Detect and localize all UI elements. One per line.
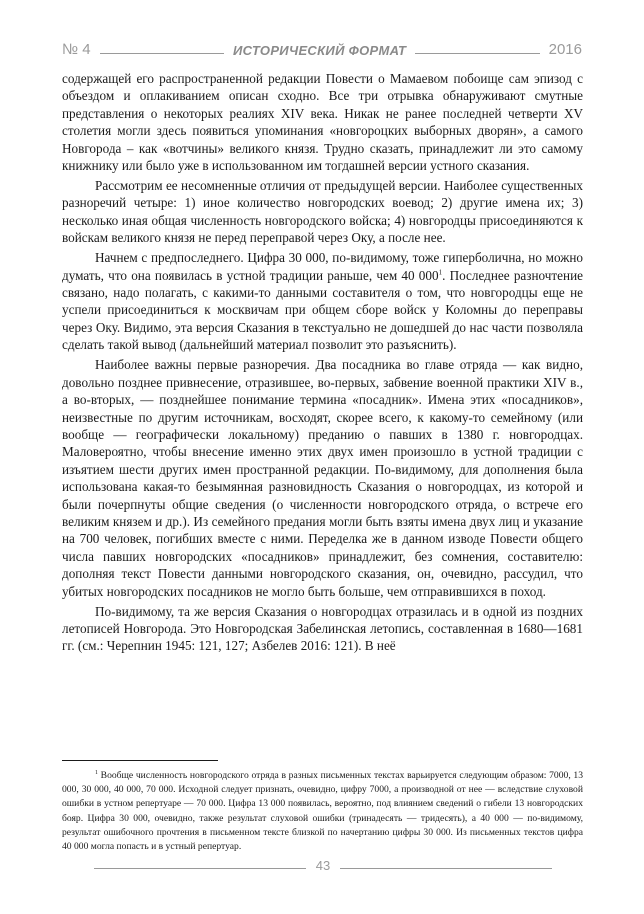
article-body (62, 70, 583, 657)
paragraph-text: Начнем с предпоследнего. Цифра 30 000, по-видимому, тоже гиперболична, но можно думать, что она появилась в устной традиции раньше, чем 40 000 (62, 250, 583, 283)
journal-title: ИСТОРИЧЕСКИЙ ФОРМАТ (233, 43, 407, 58)
header-rule-left (100, 53, 224, 54)
paragraph: Наиболее важны первые разноречия. Два посадника во главе отряда — как видно, довольно позднее привнесение, отразившее, во-первых, забвение военной практики XIV в., а во-вторых, — позднейшее понимание термина «посадник». Имена этих «посадников», неизвестные по другим источникам, восходят, скорее всего, к какому-то семейному (или вообще — географически локальному) преданию о павших в 1380 г. новгородцах. Маловероятно, чтобы внесение именно этих двух имен произошло в устной традиции с изъятием шести других имен пространной редакции. По-видимому, для дополнения была использована какая-то безымянная разновидность Сказания о новгородцах, из которой и были почерпнуты общие сведения (о численности новгородского отряда, о встрече его великим князем и др.). Из семейного предания могли быть взяты имена двух лиц и указание на 700 человек, погибших вместе с ними. Переделка же в данном изводе Повести общего числа павших новгородских «посадников» принадлежит, без сомнения, составителю: дополняя текст Повести данными новгородского сказания, он, очевидно, рассудил, что убитых новгородских посадников не могло быть больше, чем отправившихся в поход. (62, 357, 583, 599)
footnote-reference[interactable]: 1 (438, 268, 443, 277)
paragraph: По-видимому, та же версия Сказания о новгородцах отразилась и в одной из поздних летописей Новгорода. Это Новгородская Забелинская летопись, составленная в 1680—1681 гг. (см.: Черепнин 1945: 121, 127; Азбелев 2016: 121). В неё (62, 603, 583, 654)
paragraph-text: . Последнее разночтение связано, надо полагать, с какими-то данными составителя о том, что новгородцы еще не успели присоединиться к москвичам при общем сборе войск у Коломны до переправы через Оку. Видимо, эта версия Сказания в текстуально не дошедшей до нас части позволяла сделать такой вывод (дальнейший материал позволит это разъяснить). (62, 267, 584, 353)
paragraph: Рассмотрим ее несомненные отличия от предыдущей версии. Наиболее существенных разноречий четыре: 1) иное количество новгородских воевод; 2) другие имена их; 3) несколько иная общая численность новгородского войска; 4) новгородцы присоединяются к войскам великого князя не перед переправой через Оку, а после нее. (62, 178, 583, 246)
footnote-divider (62, 760, 218, 761)
footer-rule-left (94, 868, 306, 869)
footer-rule-right (340, 868, 552, 869)
page-number: 43 (315, 857, 331, 873)
footnote-marker: 1 (95, 769, 98, 776)
paragraph: содержащей его распространенной редакции Повести о Мамаевом побоище сам эпизод с объездом и оплакиванием описан сходно. Все три отрывка обнаруживают смутные представления о некоторых реалиях XIV века. Никак не ранее последней четверти XV столетия могли здесь появиться упоминания «новгороцких выборных дворян», а самого Новгорода – как «вотчины» великого князя. Трудно сказать, принадлежит ли это самому книжнику или было уже в использованном им тогдашней версии устного сказания. (62, 71, 583, 174)
footnote (62, 769, 583, 854)
page-header (62, 38, 582, 58)
page-footer (84, 856, 562, 874)
issue-year: 2016 (548, 41, 582, 58)
footnote-text: Вообще численность новгородского отряда в разных письменных текстах варьируется следующим образом: 7000, 13 000, 30 000, 40 000, 70 000. Исходной следует признать, очевидно, цифру 7000, а производной от нее — вследствие слуховой ошибки в устном репертуаре — 70 000. Цифра 13 000 появилась, вероятно, под влиянием сведений о гибели 13 новгородских бояр. Цифра 30 000, очевидно, также результат слуховой ошибки (тринадесять — тридесять), а 40 000 — по-видимому, результат ошибочного прочтения в письменном тексте близкой по начертанию цифры 30 000. Из письменных текстов цифра 40 000 могла попасть и в устный репертуар. (62, 770, 583, 853)
header-rule-right (415, 53, 539, 54)
paragraph (62, 249, 583, 353)
issue-number: № 4 (62, 41, 91, 58)
